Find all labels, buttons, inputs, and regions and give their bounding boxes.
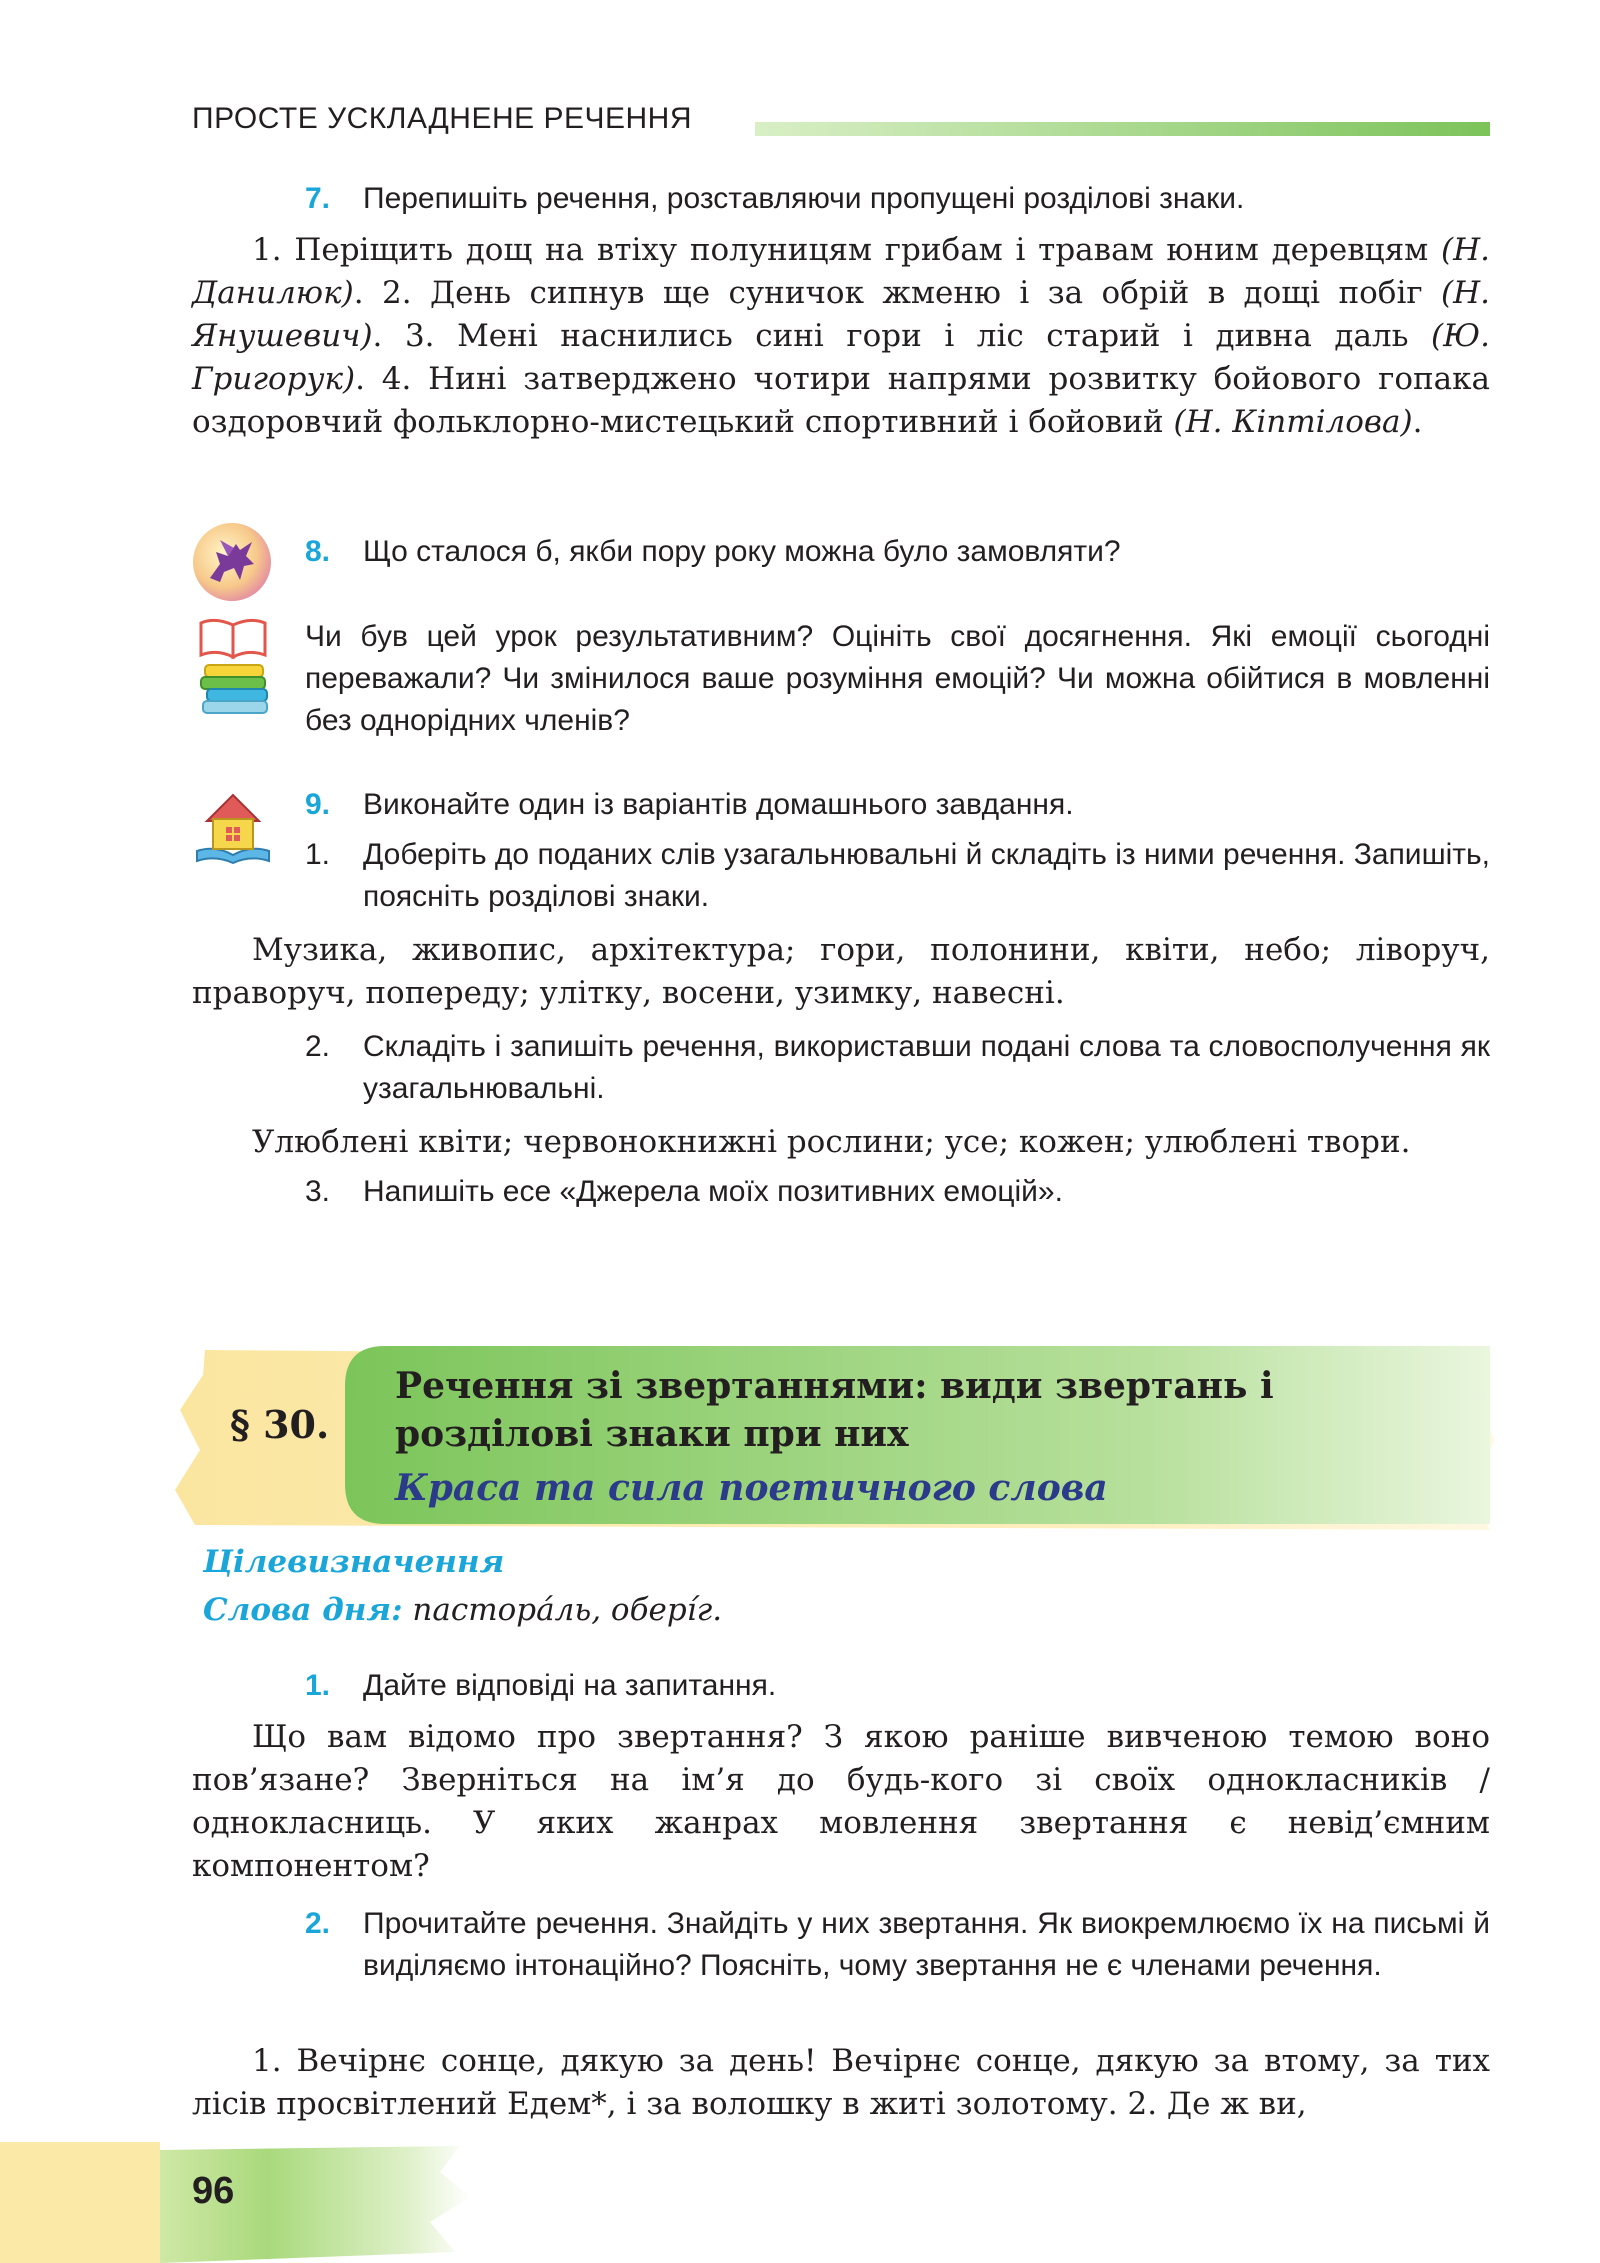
- sentence: . 4. Нині затверджено чотири напрями розвитку бойового гопака оздоровчий фольклорно-мистецький спортивний і бойовий: [192, 361, 1490, 440]
- variant-text: Напишіть есе «Джерела моїх позитивних емоцій».: [363, 1175, 1063, 1208]
- variant-text: Доберіть до поданих слів узагальнювальні й складіть із ними речення. Запишіть, поясніть розділові знаки.: [363, 838, 1491, 913]
- reflection-text: Чи був цей урок результативним? Оцініть свої досягнення. Які емоції сьогодні переважали? Чи змінилося ваше розуміння емоцій? Чи можна обійтися в мовленні без однорідних членів?: [305, 620, 1490, 737]
- variant-1-words: [192, 929, 1490, 1015]
- task-2-exercise: [192, 2040, 1490, 2126]
- task-text: Що сталося б, якби пору року можна було замовляти?: [363, 535, 1121, 568]
- books-icon: [195, 617, 273, 717]
- author: (Н. Кіптілова): [1173, 404, 1413, 440]
- author: (Н. Янушевич): [192, 275, 1490, 354]
- section-number: § 30.: [230, 1402, 330, 1447]
- goal-label: Цілевизначення: [203, 1544, 505, 1580]
- house-icon: [193, 785, 273, 865]
- task-number: 8.: [305, 535, 331, 568]
- variant-2: [305, 1026, 1490, 1110]
- task-text: Виконайте один із варіантів домашнього завдання.: [363, 788, 1074, 821]
- sentence: . 2. День сипнув ще суничок жменю і за обрій в дощі побіг: [353, 275, 1442, 311]
- sentence: .: [1412, 404, 1423, 440]
- task-number: 1.: [305, 1669, 331, 1702]
- sentence: 1. Періщить дощ на втіху полуницям грибам і травам юним деревцям: [252, 232, 1442, 268]
- task-9: [305, 784, 1074, 826]
- task-number: 9.: [305, 788, 331, 821]
- word-list: Улюблені квіти; червонокнижні рослини; усе; кожен; улюблені твори.: [252, 1124, 1411, 1160]
- words-of-day: [203, 1592, 722, 1628]
- header-rule: [755, 122, 1490, 136]
- pegasus-icon: [190, 520, 274, 604]
- section-title: Речення зі звертаннями: види звертань і розділові знаки при них: [395, 1365, 1274, 1455]
- task-text: Перепишіть речення, розставляючи пропущені розділові знаки.: [363, 182, 1245, 215]
- exercise-text: 1. Вечірнє сонце, дякую за день! Вечірнє сонце, дякую за втому, за тих лісів просвітлений Едем*, і за волошку в житі золотому. 2. Де ж ви,: [192, 2043, 1490, 2122]
- variant-number: 2.: [305, 1030, 331, 1063]
- variant-number: 1.: [305, 838, 331, 871]
- author: (Ю. Григорук): [192, 318, 1490, 397]
- variant-text: Складіть і запишіть речення, використавши подані слова та словосполучення як узагальнювальні.: [363, 1030, 1490, 1105]
- task-1-questions: [192, 1716, 1490, 1888]
- task-text: Дайте відповіді на запитання.: [363, 1669, 777, 1702]
- page-number: 96: [192, 2170, 235, 2212]
- variant-3: [305, 1171, 1490, 1213]
- task-7-exercise: [192, 229, 1490, 444]
- footer-strip: [0, 2142, 480, 2263]
- task-text: Прочитайте речення. Знайдіть у них звертання. Як виокремлюємо їх на письмі й виділяємо інтонаційно? Поясніть, чому звертання не є членами речення.: [363, 1907, 1490, 1982]
- task-number: 2.: [305, 1907, 331, 1940]
- words-list: пастора́ль, обері́г.: [402, 1592, 723, 1628]
- task-8: [305, 531, 1121, 573]
- task-number: 7.: [305, 182, 331, 215]
- task-2-instruction: [305, 1903, 1490, 1987]
- task-1-instruction: [305, 1665, 776, 1707]
- author: (Н. Данилюк): [192, 232, 1490, 311]
- word-list: Музика, живопис, архітектура; гори, полонини, квіти, небо; ліворуч, праворуч, попереду; улітку, восени, узимку, навесні.: [192, 932, 1490, 1011]
- questions-text: Що вам відомо про звертання? З якою раніше вивченою темою воно пов’язане? Зверніться на ім’я до будь-кого зі своїх однокласників / однокласниць. У яких жанрах мовлення звертання є невід’ємним компонентом?: [192, 1719, 1490, 1884]
- variant-number: 3.: [305, 1175, 331, 1208]
- sentence: . 3. Мені наснились сині гори і ліс старий і дивна даль: [372, 318, 1432, 354]
- task-7-instruction: [305, 178, 1244, 220]
- section-subtitle: Краса та сила поетичного слова: [395, 1467, 1108, 1509]
- words-label: Слова дня:: [203, 1592, 403, 1628]
- variant-1: [305, 834, 1490, 918]
- running-head: ПРОСТЕ УСКЛАДНЕНЕ РЕЧЕННЯ: [192, 102, 692, 135]
- variant-2-words: [192, 1121, 1490, 1164]
